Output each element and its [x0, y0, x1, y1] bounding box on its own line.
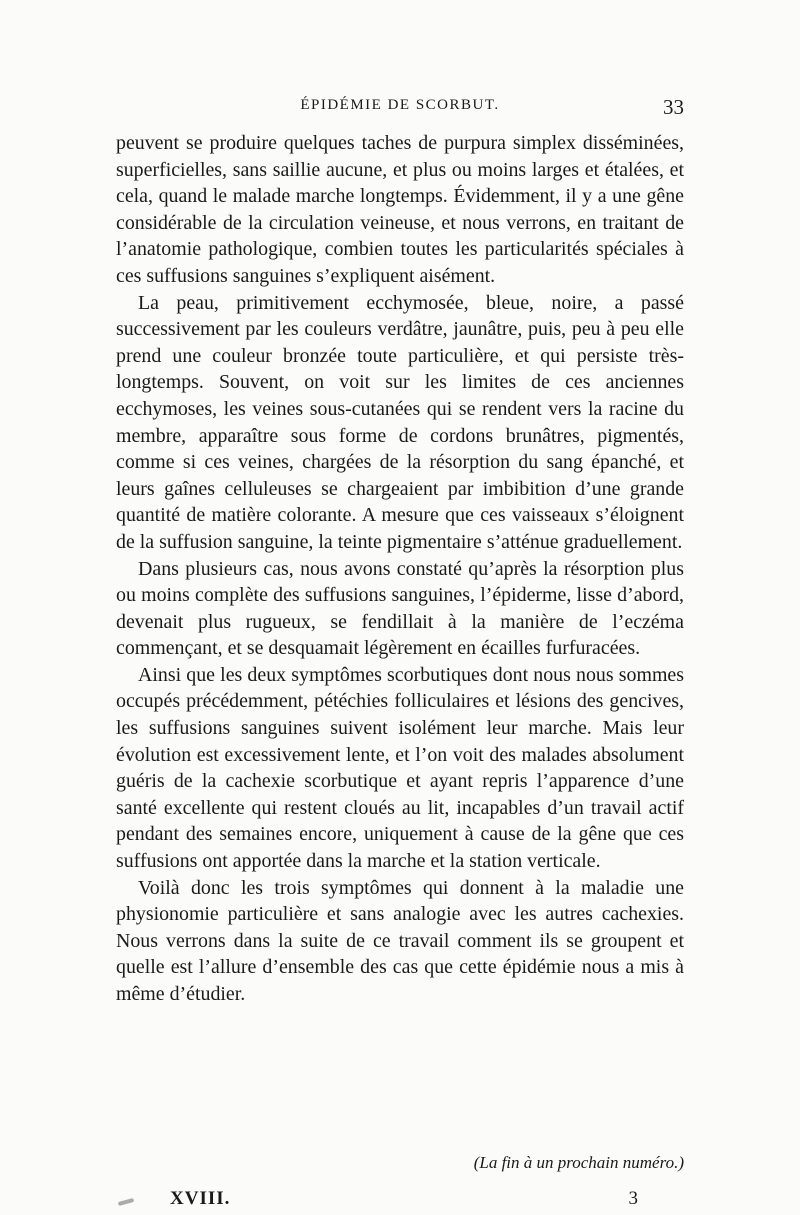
paragraph-conclusion: Voilà donc les trois symptômes qui donnent à la maladie une physionomie particulière et sans analogie avec les autres cachexies. Nous verrons dans la suite de ce travail comment ils se groupent et quelle est l’allure d’ensemble des cas que cette épidémie nous a mis à même d’étudier.: [116, 876, 684, 1005]
running-title: ÉPIDÉMIE DE SCORBUT.: [300, 97, 500, 113]
paragraph-purpura: peuvent se produire quelques taches de purpura simplex disséminées, superficielles, sans saillie aucune, et plus ou moins larges et étalées, et cela, quand le malade marche longtemps. Évidemment, il y a une gêne considérable de la circulation veineuse, et nous verrons, en traitant de l’anatomie pathologique, combien toutes les particularités spéciales à ces suffusions sanguines s’expliquent aisément.: [116, 132, 684, 287]
paragraph-resorption: Dans plusieurs cas, nous avons constaté qu’après la résorption plus ou moins complète des suffusions sanguines, l’épiderme, lisse d’abord, devenait plus rugueux, se fendillait à la manière de l’eczéma commençant, et se desquamait légèrement en écailles furfuracées.: [116, 557, 684, 660]
continuation-note: (La fin à un prochain numéro.): [473, 1153, 684, 1172]
body-text: [116, 130, 684, 1008]
signature-number: 3: [628, 1188, 638, 1209]
page-number: 33: [663, 95, 684, 119]
paragraph-symptomes: Ainsi que les deux symptômes scorbutiques dont nous nous sommes occupés précédemment, pétéchies folliculaires et lésions des gencives, les suffusions sanguines suivent isolément leur marche. Mais leur évolution est excessivement lente, et l’on voit des malades absolument guéris de la cachexie scorbutique et ayant repris l’apparence d’une santé excellente qui restent cloués au lit, incapables d’un travail actif pendant des semaines encore, uniquement à cause de la gêne que ces suffusions ont apportée dans la marche et la station verticale.: [116, 663, 684, 873]
signature-mark: XVIII.: [170, 1188, 231, 1209]
running-head: [116, 95, 684, 125]
ink-smudge: [118, 1198, 134, 1206]
paragraph-peau: La peau, primitivement ecchymosée, bleue, noire, a passé successivement par les couleurs verdâtre, jaunâtre, puis, peu à peu elle prend une couleur bronzée toute particulière, et qui persiste très-longtemps. Souvent, on voit sur les limites de ces anciennes ecchymoses, les veines sous-cutanées qui se rendent vers la racine du membre, apparaître sous forme de cordons brunâtres, pigmentés, comme si ces veines, chargées de la résorption du sang épanché, et leurs gaînes celluleuses se chargeaient par imbibition d’une grande quantité de matière colorante. A mesure que ces vaisseaux s’éloignent de la suffusion sanguine, la teinte pigmentaire s’atténue graduellement.: [116, 291, 684, 553]
